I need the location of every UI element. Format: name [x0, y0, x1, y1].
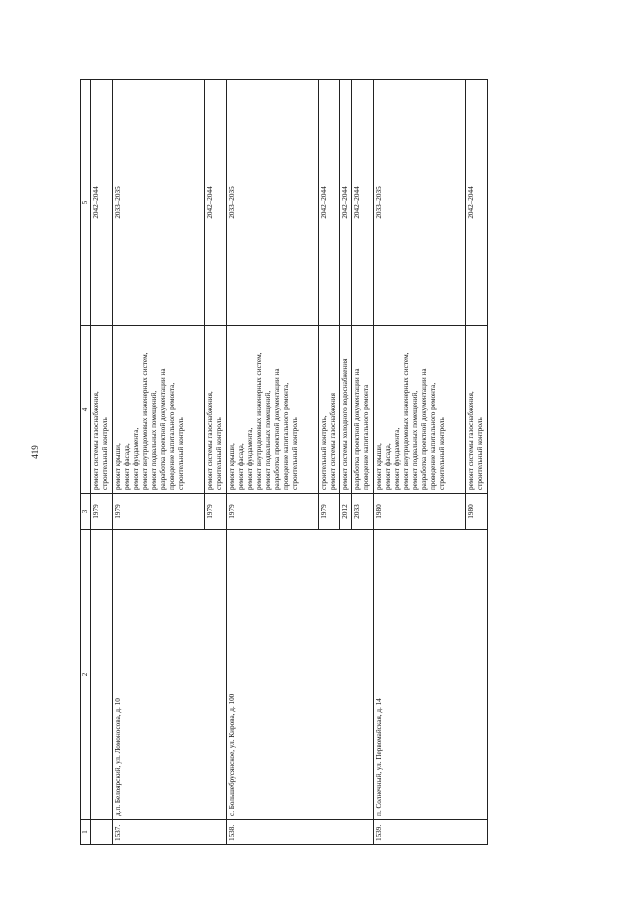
- work-item: ремонт внутридомовых инженерных систем,: [141, 352, 149, 490]
- table-row: [113, 80, 205, 845]
- works-cell: [319, 326, 340, 494]
- year-cell: 1979: [91, 494, 113, 530]
- work-item: проведение капитального ремонта: [362, 384, 370, 490]
- rotated-table-container: [80, 80, 530, 845]
- year-cell: 1980: [466, 494, 488, 530]
- row-number-cell: 1538.: [227, 820, 374, 845]
- year-cell: 1980: [374, 494, 466, 530]
- period-cell: 2033–2035: [227, 80, 319, 326]
- period-cell: 2033–2035: [374, 80, 466, 326]
- table-row: [227, 80, 319, 845]
- repair-schedule-table: [80, 79, 488, 845]
- work-item: ремонт фундамента,: [393, 427, 401, 490]
- work-item: ремонт крыши,: [375, 443, 383, 490]
- work-item: ремонт подвальных помещений,: [150, 390, 158, 490]
- work-item: разработка проектной документации на: [159, 368, 167, 490]
- work-item: строительный контроль: [476, 417, 484, 490]
- year-cell: 1979: [227, 494, 319, 530]
- year-cell: 2012: [340, 494, 352, 530]
- period-cell: 2042–2044: [91, 80, 113, 326]
- row-number-cell: 1539.: [374, 820, 488, 845]
- header-cell: 1: [81, 820, 91, 845]
- work-item: строительный контроль: [215, 417, 223, 490]
- work-item: разработка проектной документации на: [273, 368, 281, 490]
- works-cell: [466, 326, 488, 494]
- works-cell: [91, 326, 113, 494]
- work-item: ремонт системы газоснабжения,: [467, 391, 475, 490]
- work-item: ремонт системы холодного водоснабжения: [341, 358, 349, 490]
- year-cell: 2033: [352, 494, 374, 530]
- work-item: разработка проектной документации на: [420, 368, 428, 490]
- row-number-cell: 1537.: [113, 820, 227, 845]
- work-item: ремонт фасада,: [384, 443, 392, 490]
- period-cell: 2042–2044: [466, 80, 488, 326]
- work-item: строительный контроль,: [320, 415, 328, 490]
- period-cell: 2042–2044: [319, 80, 340, 326]
- work-item: ремонт системы газоснабжения,: [206, 391, 214, 490]
- work-item: строительный контроль: [177, 417, 185, 490]
- works-cell: [113, 326, 205, 494]
- work-item: проведение капитального ремонта,: [429, 382, 437, 490]
- work-item: ремонт крыши,: [114, 443, 122, 490]
- address-cell: д.п. Белоярский, ул. Ломоносова, д. 10: [113, 530, 227, 820]
- work-item: строительный контроль: [101, 417, 109, 490]
- year-cell: 1979: [205, 494, 227, 530]
- year-cell: 1979: [319, 494, 340, 530]
- period-cell: 2033–2035: [113, 80, 205, 326]
- header-cell: 4: [81, 326, 91, 494]
- period-cell: 2042–2044: [340, 80, 352, 326]
- work-item: ремонт фундамента,: [132, 427, 140, 490]
- work-item: проведение капитального ремонта,: [282, 382, 290, 490]
- work-item: проведение капитального ремонта,: [168, 382, 176, 490]
- work-item: ремонт фундамента,: [246, 427, 254, 490]
- year-cell: 1979: [113, 494, 205, 530]
- works-cell: [340, 326, 352, 494]
- address-cell: с. Большебрусянское, ул. Кирова, д. 100: [227, 530, 374, 820]
- work-item: ремонт подвальных помещений,: [411, 390, 419, 490]
- work-item: ремонт подвальных помещений,: [264, 390, 272, 490]
- period-cell: 2042–2044: [352, 80, 374, 326]
- work-item: ремонт внутридомовых инженерных систем,: [402, 352, 410, 490]
- work-item: строительный контроль: [438, 417, 446, 490]
- work-item: ремонт фасада,: [123, 443, 131, 490]
- table-row: [374, 80, 466, 845]
- work-item: строительный контроль: [291, 417, 299, 490]
- works-cell: [352, 326, 374, 494]
- work-item: ремонт фасада,: [237, 443, 245, 490]
- work-item: ремонт крыши,: [228, 443, 236, 490]
- work-item: ремонт системы газоснабжения,: [92, 391, 100, 490]
- works-cell: [227, 326, 319, 494]
- address-cell: [91, 530, 113, 820]
- header-cell: 5: [81, 80, 91, 326]
- works-cell: [205, 326, 227, 494]
- work-item: разработка проектной документации на: [353, 368, 361, 490]
- table-header-row: [81, 80, 91, 845]
- period-cell: 2042–2044: [205, 80, 227, 326]
- work-item: ремонт системы газоснабжения: [329, 393, 337, 490]
- row-number-cell: [91, 820, 113, 845]
- page-number: 419: [30, 445, 40, 459]
- table-row: [91, 80, 113, 845]
- header-cell: 2: [81, 530, 91, 820]
- address-cell: п. Солнечный, ул. Первомайская, д. 14: [374, 530, 488, 820]
- work-item: ремонт внутридомовых инженерных систем,: [255, 352, 263, 490]
- works-cell: [374, 326, 466, 494]
- header-cell: 3: [81, 494, 91, 530]
